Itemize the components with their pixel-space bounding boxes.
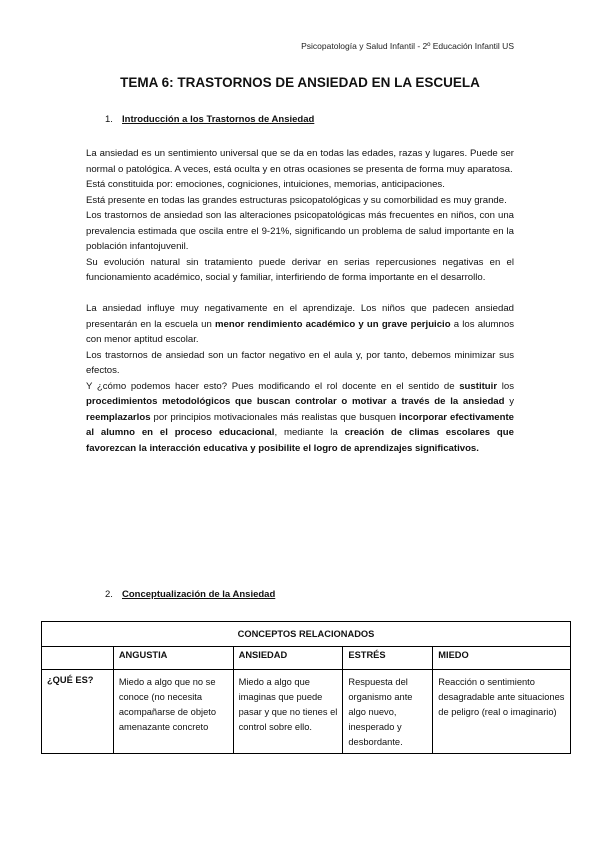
table-cell: Miedo a algo que imaginas que puede pasar y que no tienes el control sobre ello.	[233, 670, 343, 754]
section-1-title: Introducción a los Trastornos de Ansiedad	[122, 114, 315, 125]
paragraph: La ansiedad es un sentimiento universal que se da en todas las edades, razas y lugares. Puede ser normal o patológica. A veces, está oculta y en otras ocasiones se presenta de forma muy aparatosa.	[86, 148, 514, 175]
section-1-heading	[105, 114, 314, 125]
bold-text: creación de climas escolares que favorezcan la interacción educativa y posibilite el logro de aprendizajes significativos.	[86, 427, 514, 454]
table-row	[42, 670, 571, 754]
section-2-title: Conceptualización de la Ansiedad	[122, 589, 276, 600]
paragraph: Está constituida por: emociones, cogniciones, intuiciones, memorias, anticipaciones.	[86, 179, 445, 190]
bold-text: procedimientos metodológicos que buscan controlar o motivar a través de la ansiedad	[86, 396, 505, 407]
table-caption: CONCEPTOS RELACIONADOS	[42, 622, 571, 647]
page-header: Psicopatología y Salud Infantil - 2º Educación Infantil US	[301, 41, 514, 51]
bold-text: incorporar efectivamente al alumno en el proceso educacional	[86, 411, 514, 438]
table-header-cell: ANGUSTIA	[113, 647, 233, 670]
document-title: TEMA 6: TRASTORNOS DE ANSIEDAD EN LA ESCUELA	[120, 75, 480, 90]
table-cell: Miedo a algo que no se conoce (no necesita acompañarse de objeto amenazante concreto	[113, 670, 233, 754]
paragraph: Los trastornos de ansiedad son las alteraciones psicopatológicas más frecuentes en niños, con una prevalencia estimada que oscila entre el 9-21%, significando un problema de salud importante en la población infantojuvenil.	[86, 210, 514, 252]
paragraph: Y ¿cómo podemos hacer esto? Pues modificando el rol docente en el sentido de sustituir los procedimientos metodológicos que buscan controlar o motivar a través de la ansiedad y reemplazarlos por principios motivacionales más realistas que busquen incorporar efectivamente al alumno en el proceso educacional, mediante la creación de climas escolares que favorezcan la interacción educativa y posibilite el logro de aprendizajes significativos.	[86, 380, 514, 454]
bold-text: sustituir	[459, 380, 498, 392]
table-cell: Reacción o sentimiento desagradable ante situaciones de peligro (real o imaginario)	[433, 670, 571, 754]
concepts-table	[41, 621, 571, 754]
bold-text: menor rendimiento académico y un grave perjuicio	[215, 318, 451, 330]
bold-text: reemplazarlos	[86, 411, 151, 423]
document-body	[86, 146, 514, 456]
table-row-label: ¿QUÉ ES?	[42, 670, 114, 754]
table-header-row	[42, 647, 571, 670]
table-header-cell	[42, 647, 114, 670]
paragraph: Su evolución natural sin tratamiento puede derivar en serias repercusiones negativas en el funcionamiento académico, social y familiar, interfiriendo de forma importante en el desarrollo.	[86, 256, 514, 283]
table-cell: Respuesta del organismo ante algo nuevo, inesperado y desbordante.	[343, 670, 433, 754]
section-2-heading	[105, 589, 275, 600]
section-1-number: 1.	[105, 114, 113, 125]
table-header-cell: ANSIEDAD	[233, 647, 343, 670]
paragraph: Los trastornos de ansiedad son un factor negativo en el aula y, por tanto, debemos minimizar sus efectos.	[86, 349, 514, 376]
paragraph: Está presente en todas las grandes estructuras psicopatológicas y su comorbilidad es muy grande.	[86, 194, 507, 206]
table-header-cell: ESTRÉS	[343, 647, 433, 670]
paragraph: La ansiedad influye muy negativamente en el aprendizaje. Los niños que padecen ansiedad presentarán en la escuela un menor rendimiento académico y un grave perjuicio a los alumnos con menor aptitud escolar.	[86, 303, 515, 345]
table-header-cell: MIEDO	[433, 647, 571, 670]
section-2-number: 2.	[105, 589, 113, 600]
